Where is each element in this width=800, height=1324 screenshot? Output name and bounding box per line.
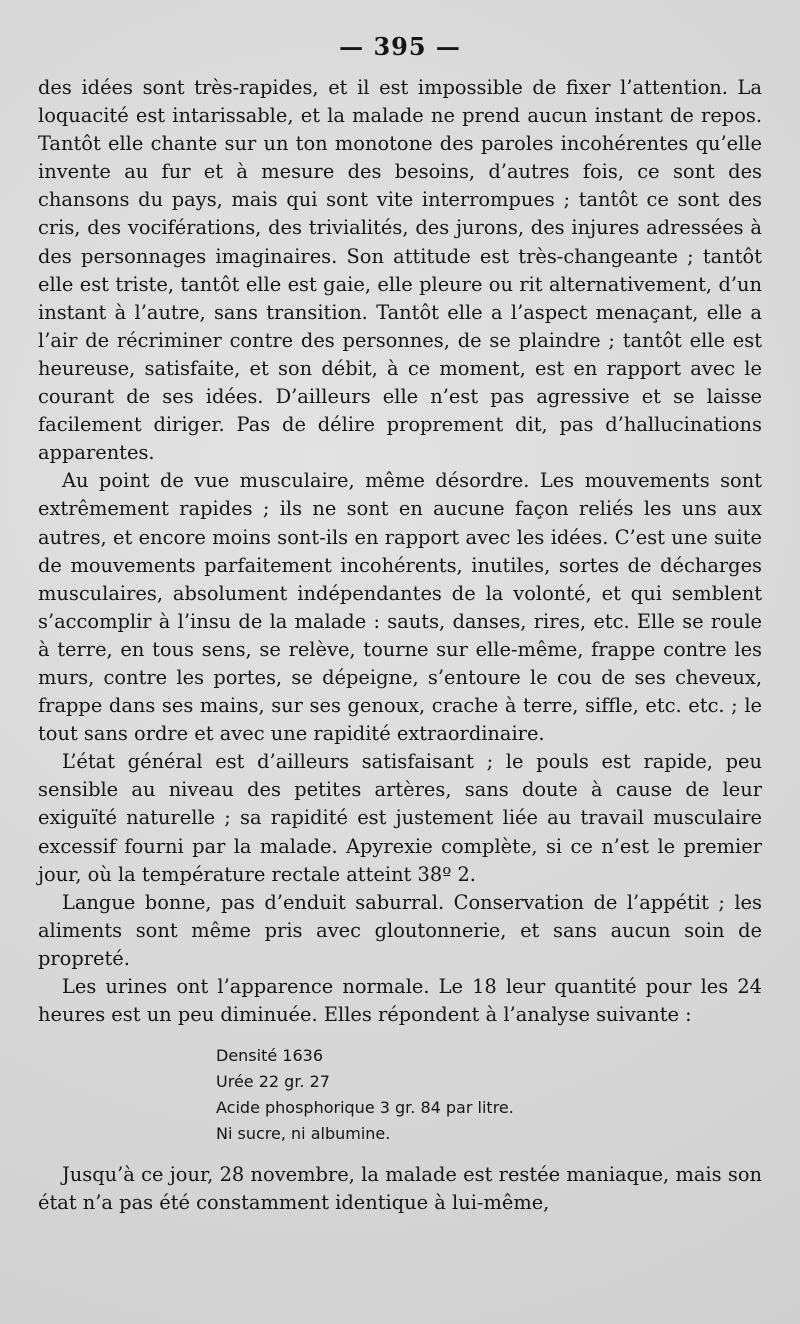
analysis-line: Acide phosphorique 3 gr. 84 par litre. (216, 1098, 514, 1118)
paragraph-1: des idées sont très-rapides, et il est impossible de fixer l’attention. La loquacité est intarissable, et la malade ne prend aucun instant de repos. Tantôt elle chante sur un ton monotone des paroles incohérentes qu’elle invente au fur et à mesure des besoins, d’autres fois, ce sont des chansons du pays, mais qui sont vite interrompues ; tantôt ce sont des cris, des vociférations, des trivialités, des jurons, des injures adressées à des personnages imaginaires. Son attitude est très-changeante ; tantôt elle est triste, tantôt elle est gaie, elle pleure ou rit alternativement, d’un instant à l’autre, sans transition. Tantôt elle a l’aspect menaçant, elle a l’air de récriminer contre des personnes, de se plaindre ; tantôt elle est heureuse, satisfaite, et son débit, à ce moment, est en rapport avec le courant de ses idées. D’ailleurs elle n’est pas agressive et se laisse facilement diriger. Pas de délire proprement dit, pas d’hallucinations apparentes. (38, 76, 762, 465)
paragraph-2: Au point de vue musculaire, même désordre. Les mouvements sont extrêmement rapides ; ils ne sont en aucune façon reliés les uns aux autres, et encore moins sont-ils en rapport avec les idées. C’est une suite de mouvements parfaitement incohérents, inutiles, sortes de décharges musculaires, absolument indépendantes de la volonté, et qui semblent s’accomplir à l’insu de la malade : sauts, danses, rires, etc. Elle se roule à terre, en tous sens, se relève, tourne sur elle-même, frappe contre les murs, contre les portes, se dépeigne, s’entoure le cou de ses cheveux, frappe dans ses mains, sur ses genoux, crache à terre, siffle, etc. etc. ; le tout sans ordre et avec une rapidité extraordinaire. (38, 469, 762, 746)
page-number: — 395 — (339, 32, 461, 61)
urine-analysis (216, 1043, 762, 1147)
analysis-line: Ni sucre, ni albumine. (216, 1124, 391, 1144)
paragraph-5: Les urines ont l’apparence normale. Le 18 leur quantité pour les 24 heures est un peu diminuée. Elles répondent à l’analyse suivante : (38, 975, 762, 1027)
analysis-line: Urée 22 gr. 27 (216, 1072, 330, 1092)
paragraph-4: Langue bonne, pas d’enduit saburral. Conservation de l’appétit ; les aliments sont même pris avec gloutonnerie, et sans aucun soin de propreté. (38, 890, 762, 970)
closing-paragraph: Jusqu’à ce jour, 28 novembre, la malade est restée maniaque, mais son état n’a pas été constamment identique à lui-même, (38, 1163, 762, 1215)
paragraph-3: L’état général est d’ailleurs satisfaisant ; le pouls est rapide, peu sensible au niveau des petites artères, sans doute à cause de leur exiguïté naturelle ; sa rapidité est justement liée au travail musculaire excessif fourni par la malade. Apyrexie complète, si ce n’est le premier jour, où la température rectale atteint 38º 2. (38, 750, 762, 886)
analysis-line: Densité 1636 (216, 1046, 324, 1066)
